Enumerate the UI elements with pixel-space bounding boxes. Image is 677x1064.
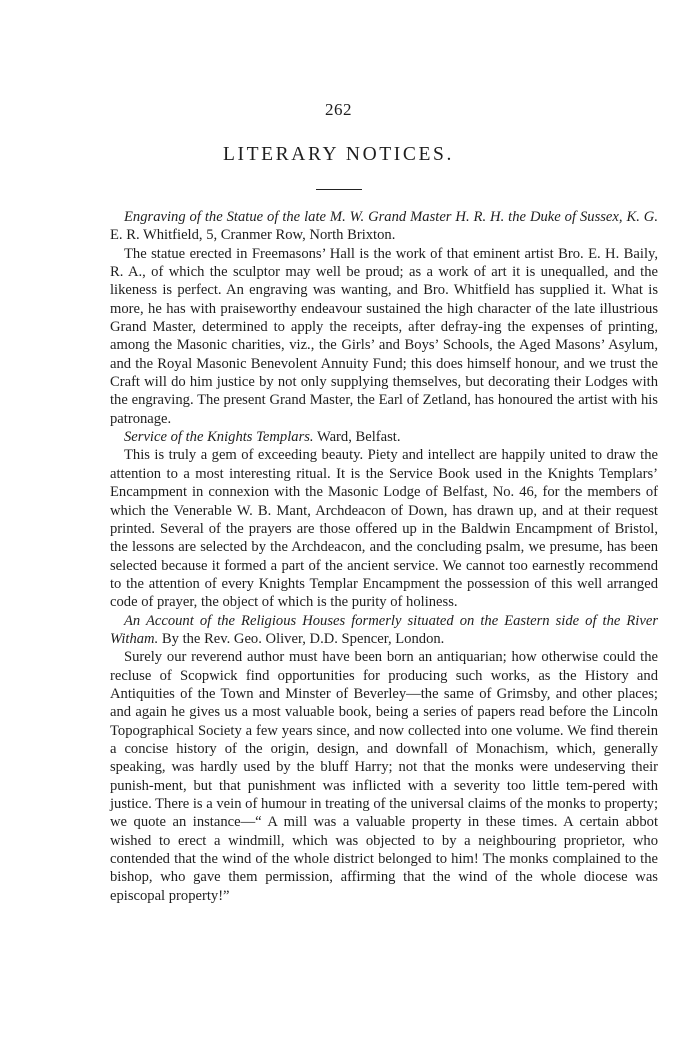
notice-publisher: E. R. Whitfield, 5, Cranmer Row, North Brixton.: [110, 227, 396, 244]
notice-publisher: Ward, Belfast.: [316, 429, 401, 446]
notice-title: An Account of the Religious Houses formerly situated on the Eastern side of the River Witham.: [110, 612, 658, 647]
notice-heading: [110, 428, 658, 446]
notice-title: Service of the Knights Templars.: [124, 429, 314, 446]
section-title: LITERARY NOTICES.: [223, 144, 454, 165]
notice-heading: [110, 208, 658, 245]
notice-title: Engraving of the Statue of the late M. W. Grand Master H. R. H. the Duke of Sussex, K. G.: [124, 209, 658, 225]
notice-publisher: By the Rev. Geo. Oliver, D.D. Spencer, London.: [161, 630, 445, 647]
title-rule: [316, 189, 362, 190]
notice-heading: [110, 612, 658, 649]
notices-column: [110, 208, 658, 905]
notice-body: The statue erected in Freemasons’ Hall is the work of that eminent artist Bro. E. H. Baily, R. A., of which the sculptor may well be proud; as a work of art it is unequalled, and the likeness is perfect. An engraving was wanting, and Bro. Whitfield has supplied it. What is more, he has with praiseworthy endeavour sustained the high character of the late illustrious Grand Master, determined to apply the receipts, after defray-ing the expenses of printing, among the Masonic charities, viz., the Girls’ and Boys’ Schools, the Aged Masons’ Asylum, and the Royal Masonic Benevolent Annuity Fund; this does himself honour, and we trust the Craft will do him justice by not only supplying themselves, but decorating their Lodges with the engraving. The present Grand Master, the Earl of Zetland, has honoured the artist with his patronage.: [110, 245, 658, 427]
notice-body: This is truly a gem of exceeding beauty. Piety and intellect are happily united to draw the attention to a most interesting ritual. It is the Service Book used in the Knights Templars’ Encampment in connexion with the Masonic Lodge of Belfast, No. 46, for the members of which the Venerable W. B. Mant, Archdeacon of Down, has drawn up, and at their request printed. Several of the prayers are those offered up in the Baldwin Encampment of Bristol, the lessons are selected by the Archdeacon, and the concluding psalm, we presume, has been selected because it formed a part of the ancient service. We cannot too earnestly recommend to the attention of every Knights Templar Encampment the possession of this well arranged code of prayer, the object of which is the purity of holiness.: [110, 447, 658, 611]
notice-body: Surely our reverend author must have been born an antiquarian; how otherwise could the recluse of Scopwick find opportunities for producing such works, as the History and Antiquities of the Town and Minster of Beverley—the same of Grimsby, and other places; and again he gives us a most valuable book, being a series of papers read before the Lincoln Topographical Society a few years since, and now collected into one volume. We find therein a concise history of the origin, design, and downfall of Monachism, which, generally speaking, was hardly used by the bluff Harry; not that the monks were undeserving their punish-ment, but that punishment was inflicted with a severity too little tem-pered with justice. There is a vein of humour in treating of the universal claims of the monks to property; we quote an instance—“ A mill was a valuable property in these times. A certain abbot wished to erect a windmill, which was objected to by a neighbouring proprietor, who contended that the wind of the whole district belonged to him! The monks complained to the bishop, who gave them permission, affirming that the wind of the whole diocese was episcopal property!”: [110, 649, 658, 904]
page-number: 262: [325, 100, 352, 119]
